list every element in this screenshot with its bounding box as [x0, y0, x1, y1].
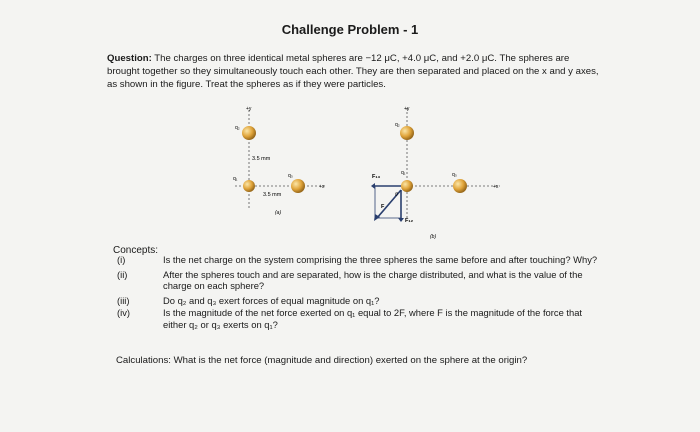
a-sphere-q1 [243, 180, 255, 192]
a-x-axis-label: +x [319, 184, 325, 190]
b-sphere-q2 [400, 126, 414, 140]
b-caption: (b) [430, 234, 437, 240]
b-label-theta: θ [395, 192, 398, 198]
b-label-f: F [381, 204, 385, 210]
b-sphere-q3 [453, 179, 467, 193]
question-body: The charges on three identical metal spheres are −12 μC, +4.0 μC, and +2.0 μC. The spheres are brought together so they simultaneously touch each other. They are then separated and placed on the x and y axes, as shown in the figure. Treat the spheres as if they were particles. [107, 53, 599, 90]
concept-text: After the spheres touch and are separated, how is the charge distributed, and what is the value of the charge on each sphere? [163, 268, 583, 292]
b-label-q3: q₃ [452, 172, 457, 178]
b-sphere-q1 [401, 180, 413, 192]
a-label-q1: q₁ [233, 176, 238, 182]
figure-a [233, 106, 325, 216]
a-caption: (a) [275, 210, 282, 216]
a-dist-horizontal: 3.5 mm [263, 192, 282, 198]
concept-text: Do q₂ and q₃ exert forces of equal magnitude on q₁? [163, 294, 380, 306]
b-label-q1: q₁ [401, 170, 406, 176]
physics-figure [215, 98, 515, 248]
question-text [107, 52, 602, 91]
concepts-list [117, 254, 607, 334]
concept-number: (i) [117, 254, 126, 265]
list-item [117, 295, 607, 307]
a-dist-vertical: 3.5 mm [252, 156, 271, 162]
list-item [117, 254, 607, 266]
concept-text: Is the net charge on the system comprising the three spheres the same before and after touching? Why? [163, 254, 598, 265]
a-label-q2: q₂ [235, 125, 240, 131]
question-label: Question: [107, 53, 152, 64]
b-x-axis-label: +x [493, 184, 499, 190]
a-sphere-q2 [242, 126, 256, 140]
b-label-f12: F₁₂ [405, 218, 414, 224]
list-item [117, 307, 607, 330]
concepts-heading: Concepts: [113, 245, 159, 256]
concept-text: Is the magnitude of the net force exerted on q₁ equal to 2F, where F is the magnitude of the force that either q₂ or q₃ exerts on q₁? [163, 307, 583, 330]
figure-b [371, 106, 500, 240]
a-sphere-q3 [291, 179, 305, 193]
a-y-axis-label: +y [246, 106, 252, 112]
concept-number: (iii) [117, 294, 130, 306]
list-item [117, 269, 607, 292]
calculations-text: Calculations: What is the net force (magnitude and direction) exerted on the sphere at the origin? [116, 355, 528, 366]
page-title: Challenge Problem - 1 [281, 22, 419, 37]
concept-number: (iv) [117, 307, 131, 319]
a-label-q3: q₃ [288, 173, 293, 179]
b-label-f13: F₁₃ [372, 174, 381, 180]
b-y-axis-label: +y [404, 106, 410, 112]
b-label-q2: q₂ [395, 122, 400, 128]
concept-number: (ii) [117, 268, 128, 280]
